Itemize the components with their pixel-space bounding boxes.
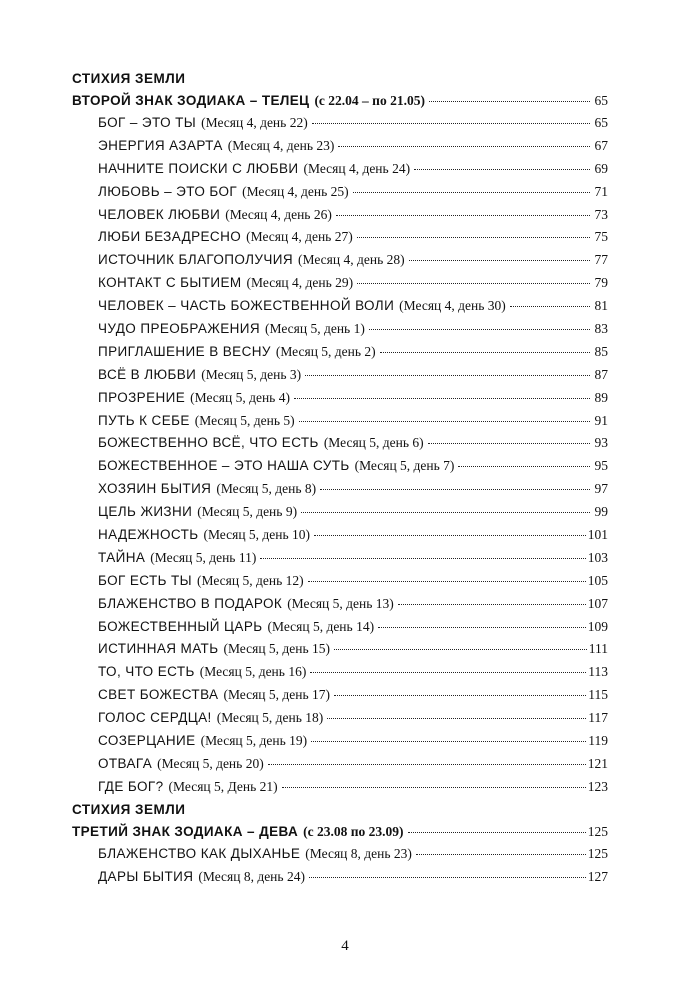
dot-leader: [428, 443, 590, 444]
entry-title: БЛАЖЕНСТВО В ПОДАРОК: [98, 595, 283, 611]
dot-leader: [308, 581, 586, 582]
dot-leader: [294, 398, 590, 399]
entry-title: ИСТИННАЯ МАТЬ: [98, 641, 219, 657]
dot-leader: [311, 741, 586, 742]
toc-entry: [72, 616, 608, 639]
entry-date: (Месяц 5, день 6): [323, 435, 424, 451]
page-number: 4: [341, 938, 349, 954]
entry-page: 89: [594, 389, 608, 405]
entry-date: (Месяц 4, день 25): [242, 183, 349, 199]
entry-page: 77: [594, 252, 608, 268]
entry-page: 117: [588, 710, 608, 726]
entry-title: ХОЗЯИН БЫТИЯ: [98, 481, 212, 497]
dot-leader: [414, 169, 590, 170]
entry-title: БЛАЖЕНСТВО КАК ДЫХАНЬЕ: [98, 845, 301, 861]
entry-date: (Месяц 5, день 18): [216, 710, 324, 726]
section-label-earth-2: СТИХИЯ ЗЕМЛИ: [72, 801, 186, 817]
entry-page: 125: [587, 845, 608, 861]
entry-title: БОЖЕСТВЕННО ВСЁ, ЧТО ЕСТЬ: [98, 435, 319, 451]
toc-entry: [72, 730, 608, 753]
entry-date: (Месяц 4, день 28): [298, 252, 405, 268]
virgo-entries: [72, 843, 608, 889]
toc-entry: [72, 181, 608, 204]
entry-date: (Месяц 5, день 19): [200, 733, 308, 749]
dot-leader: [338, 146, 590, 147]
entry-title: НАЧНИТЕ ПОИСКИ С ЛЮБВИ: [98, 160, 299, 176]
entry-date: (Месяц 5, день 10): [203, 527, 311, 543]
entry-date: (Месяц 5, день 3): [201, 366, 302, 382]
entry-title: ЧЕЛОВЕК – ЧАСТЬ БОЖЕСТВЕННОЙ ВОЛИ: [98, 298, 395, 314]
entry-title: ЧЕЛОВЕК ЛЮБВИ: [98, 206, 221, 222]
entry-page: 91: [594, 412, 608, 428]
entry-title: СВЕТ БОЖЕСТВА: [98, 687, 219, 703]
dot-leader: [380, 352, 590, 353]
entry-title: ЭНЕРГИЯ АЗАРТА: [98, 137, 223, 153]
heading-title: ВТОРОЙ ЗНАК ЗОДИАКА – ТЕЛЕЦ: [72, 93, 310, 108]
entry-date: (Месяц 8, день 23): [305, 845, 412, 861]
entry-page: 81: [594, 298, 608, 314]
dot-leader: [309, 877, 586, 878]
entry-page: 71: [594, 183, 608, 199]
entry-page: 67: [594, 137, 608, 153]
entry-date: (Месяц 5, день 13): [287, 595, 394, 611]
toc-entry: [72, 684, 608, 707]
entry-date: (Месяц 4, день 26): [225, 206, 332, 222]
toc-entry: [72, 501, 608, 524]
toc-entry: [72, 776, 608, 799]
toc-entry: [72, 866, 608, 889]
entry-page: 113: [588, 664, 608, 680]
dot-leader: [398, 604, 586, 605]
entry-date: (Месяц 4, день 22): [201, 115, 308, 130]
entry-title: ОТВАГА: [98, 755, 153, 771]
toc-entry: [72, 410, 608, 433]
dot-leader: [408, 832, 586, 833]
dot-leader: [282, 787, 586, 788]
entry-date: (Месяц 5, день 17): [223, 687, 331, 703]
dot-leader: [320, 489, 590, 490]
toc-entry: [72, 638, 608, 661]
dot-leader: [268, 764, 586, 765]
entry-page: 107: [587, 595, 608, 611]
toc-entry: [72, 249, 608, 272]
entry-title: ИСТОЧНИК БЛАГОПОЛУЧИЯ: [98, 252, 294, 268]
entry-title: БОГ – ЭТО ТЫ: [98, 115, 197, 130]
dot-leader: [458, 466, 590, 467]
toc-entry: [72, 112, 608, 135]
entry-date: (Месяц 5, день 16): [199, 664, 307, 680]
toc-entry: [72, 272, 608, 295]
zodiac-heading-virgo: [72, 821, 608, 843]
entry-page: 105: [587, 572, 608, 588]
entry-page: 79: [594, 275, 608, 291]
dot-leader: [369, 329, 590, 330]
entry-title: СОЗЕРЦАНИЕ: [98, 733, 196, 749]
entry-date: (Месяц 5, день 14): [267, 618, 375, 634]
entry-title: ГДЕ БОГ?: [98, 778, 164, 794]
toc-entry: [72, 364, 608, 387]
dot-leader: [378, 627, 586, 628]
toc-entry: [72, 341, 608, 364]
entry-page: 127: [587, 868, 608, 884]
entry-page: 121: [587, 755, 608, 771]
toc-entry: [72, 455, 608, 478]
toc-entry: [72, 547, 608, 570]
zodiac-heading-taurus: [72, 90, 608, 112]
toc-entry: [72, 707, 608, 730]
dot-leader: [314, 535, 586, 536]
entry-date: (Месяц 5, день 9): [197, 504, 298, 520]
dot-leader: [357, 237, 590, 238]
heading-title: ТРЕТИЙ ЗНАК ЗОДИАКА – ДЕВА: [72, 823, 299, 839]
entry-page: 115: [588, 687, 608, 703]
toc-entry: [72, 570, 608, 593]
dot-leader: [336, 215, 590, 216]
dot-leader: [416, 854, 586, 855]
section-label-earth: СТИХИЯ ЗЕМЛИ: [72, 71, 186, 86]
dot-leader: [334, 695, 586, 696]
toc-entry: [72, 843, 608, 866]
toc-entry: [72, 204, 608, 227]
entry-title: ТАЙНА: [98, 549, 146, 565]
dot-leader: [312, 123, 590, 124]
entry-page: 75: [594, 229, 608, 245]
entry-page: 85: [594, 343, 608, 359]
entry-page: 65: [594, 115, 608, 130]
toc-entry: [72, 295, 608, 318]
entry-title: ПУТЬ К СЕБЕ: [98, 412, 190, 428]
toc-entry: [72, 135, 608, 158]
toc-entry: [72, 387, 608, 410]
toc-entry: [72, 478, 608, 501]
entry-page: 101: [587, 527, 608, 543]
toc-entry: [72, 661, 608, 684]
dot-leader: [301, 512, 590, 513]
entry-date: (Месяц 4, день 27): [246, 229, 353, 245]
entry-page: 69: [594, 160, 608, 176]
toc-entry: [72, 593, 608, 616]
entry-page: 87: [594, 366, 608, 382]
entry-title: ПРИГЛАШЕНИЕ В ВЕСНУ: [98, 343, 271, 359]
entry-page: 99: [594, 504, 608, 520]
dot-leader: [305, 375, 590, 376]
entry-title: ДАРЫ БЫТИЯ: [98, 868, 194, 884]
toc-entry: [72, 524, 608, 547]
dot-leader: [310, 672, 586, 673]
toc-entry: [72, 753, 608, 776]
entry-title: ТО, ЧТО ЕСТЬ: [98, 664, 195, 680]
dot-leader: [353, 192, 590, 193]
entry-title: ГОЛОС СЕРДЦА!: [98, 710, 212, 726]
dot-leader: [327, 718, 586, 719]
dot-leader: [260, 558, 585, 559]
table-of-contents: [72, 68, 608, 889]
entry-date: (Месяц 5, день 5): [194, 412, 295, 428]
heading-page: 125: [587, 823, 608, 839]
entry-page: 111: [588, 641, 608, 657]
entry-title: НАДЕЖНОСТЬ: [98, 527, 199, 543]
entry-page: 93: [594, 435, 608, 451]
entry-date: (Месяц 4, день 24): [303, 160, 411, 176]
entry-page: 119: [588, 733, 608, 749]
entry-title: КОНТАКТ С БЫТИЕМ: [98, 275, 242, 291]
dot-leader: [409, 260, 590, 261]
entry-title: ВСЁ В ЛЮБВИ: [98, 366, 197, 382]
dot-leader: [429, 101, 590, 102]
entry-page: 123: [587, 778, 608, 794]
entry-date: (Месяц 4, день 29): [246, 275, 354, 291]
entry-title: БОЖЕСТВЕННЫЙ ЦАРЬ: [98, 618, 263, 634]
toc-entry: [72, 158, 608, 181]
entry-title: БОГ ЕСТЬ ТЫ: [98, 572, 193, 588]
entry-date: (Месяц 8, день 24): [198, 868, 305, 884]
entry-title: ПРОЗРЕНИЕ: [98, 389, 186, 405]
entry-page: 95: [594, 458, 608, 474]
entry-title: ЧУДО ПРЕОБРАЖЕНИЯ: [98, 321, 261, 337]
entry-page: 103: [587, 549, 608, 565]
entry-date: (Месяц 5, день 2): [275, 343, 376, 359]
entry-date: (Месяц 5, день 4): [190, 389, 290, 405]
dot-leader: [357, 283, 590, 284]
entry-date: (Месяц 5, день 12): [197, 572, 304, 588]
entry-page: 73: [594, 206, 608, 222]
entry-date: (Месяц 5, день 7): [354, 458, 455, 474]
entry-page: 97: [594, 481, 608, 497]
entry-title: ЛЮБИ БЕЗАДРЕСНО: [98, 229, 242, 245]
entry-date: (Месяц 5, день 15): [223, 641, 331, 657]
entry-date: (Месяц 5, День 21): [168, 778, 278, 794]
toc-entry: [72, 318, 608, 341]
heading-page: 65: [594, 93, 608, 108]
dot-leader: [510, 306, 590, 307]
entry-date: (Месяц 4, день 30): [399, 298, 506, 314]
entry-date: (Месяц 5, день 11): [150, 549, 257, 565]
toc-entry: [72, 226, 608, 249]
entry-date: (Месяц 5, день 1): [265, 321, 365, 337]
entry-page: 109: [587, 618, 608, 634]
dot-leader: [334, 649, 587, 650]
entry-page: 83: [594, 321, 608, 337]
entry-date: (Месяц 5, день 8): [216, 481, 317, 497]
entry-title: БОЖЕСТВЕННОЕ – ЭТО НАША СУТЬ: [98, 458, 350, 474]
entry-date: (Месяц 4, день 23): [227, 137, 335, 153]
entry-title: ЛЮБОВЬ – ЭТО БОГ: [98, 183, 238, 199]
entry-date: (Месяц 5, день 20): [157, 755, 264, 771]
heading-date: (с 22.04 – по 21.05): [314, 93, 425, 108]
toc-entry: [72, 432, 608, 455]
heading-date: (с 23.08 по 23.09): [303, 823, 404, 839]
dot-leader: [299, 421, 590, 422]
taurus-entries: [72, 112, 608, 799]
entry-title: ЦЕЛЬ ЖИЗНИ: [98, 504, 193, 520]
